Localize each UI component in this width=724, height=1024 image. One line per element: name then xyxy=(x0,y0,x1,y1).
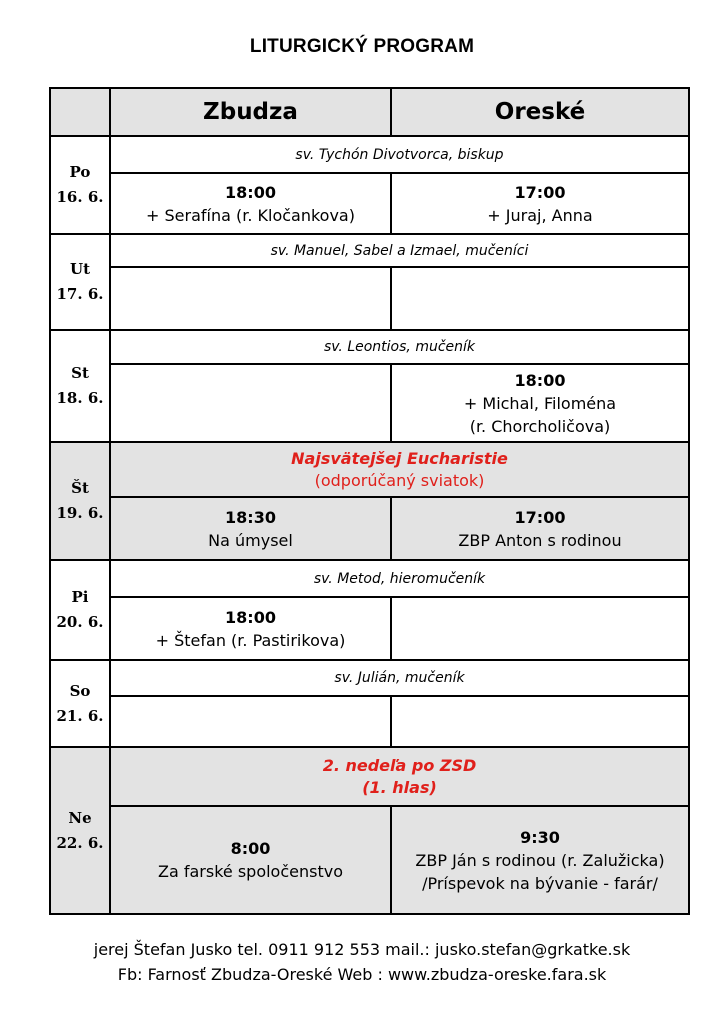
mass-time: 18:00 xyxy=(225,182,276,202)
day-name: Ne xyxy=(68,808,92,827)
saint-cell: sv. Manuel, Sabel a Izmael, mučeníci xyxy=(109,233,690,268)
day-cell xyxy=(49,233,111,331)
day-date: 18. 6. xyxy=(56,389,104,407)
mass-cell-zbudza xyxy=(109,596,392,661)
mass-intention: ZBP Ján s rodinou (r. Zalužicka) xyxy=(415,850,665,870)
day-cell xyxy=(49,559,111,661)
mass-time: 17:00 xyxy=(514,507,566,527)
mass-intention: + Serafína (r. Kločankova) xyxy=(146,205,355,225)
day-date: 16. 6. xyxy=(56,188,104,206)
mass-intention: Za farské spoločenstvo xyxy=(158,862,343,881)
mass-cell-zbudza xyxy=(109,266,392,331)
footer-contact: jerej Štefan Jusko tel. 0911 912 553 mail.: jusko.stefan@grkatke.sk xyxy=(93,940,631,959)
day-cell xyxy=(49,746,111,915)
feast-title: 2. nedeľa po ZSD xyxy=(322,755,477,775)
day-name: Ut xyxy=(69,260,90,278)
mass-intention: + Štefan (r. Pastirikova) xyxy=(155,630,346,650)
mass-intention: + Juraj, Anna xyxy=(487,205,593,225)
day-date: 17. 6. xyxy=(56,285,104,303)
day-date: 19. 6. xyxy=(56,504,104,522)
mass-cell-zbudza xyxy=(109,172,392,235)
day-cell xyxy=(49,135,111,235)
mass-cell-oreske xyxy=(390,363,690,443)
mass-cell-oreske xyxy=(390,805,690,915)
mass-cell-zbudza xyxy=(109,695,392,748)
day-cell xyxy=(49,441,111,561)
saint-cell: sv. Metod, hieromučeník xyxy=(109,559,690,598)
day-date: 22. 6. xyxy=(56,833,104,852)
mass-intention: /Príspevok na bývanie - farár/ xyxy=(422,873,658,893)
feast-note: (1. hlas) xyxy=(362,777,437,797)
feast-cell xyxy=(109,746,690,807)
saint-cell: sv. Leontios, mučeník xyxy=(109,329,690,365)
mass-cell-zbudza xyxy=(109,363,392,443)
column-header-zbudza: Zbudza xyxy=(109,87,392,137)
feast-note: (odporúčaný sviatok) xyxy=(314,470,485,490)
day-name: So xyxy=(69,681,91,700)
mass-cell-oreske xyxy=(390,172,690,235)
mass-cell-oreske xyxy=(390,496,690,561)
footer-web: Fb: Farnosť Zbudza-Oreské Web : www.zbudza-oreske.fara.sk xyxy=(117,965,607,984)
mass-time: 9:30 xyxy=(520,827,560,847)
mass-intention: ZBP Anton s rodinou xyxy=(458,530,622,550)
feast-title: Najsvätejšej Eucharistie xyxy=(291,448,508,468)
day-name: Št xyxy=(71,479,89,497)
day-cell xyxy=(49,659,111,748)
feast-cell xyxy=(109,441,690,498)
day-date: 20. 6. xyxy=(56,613,104,631)
saint-cell: sv. Julián, mučeník xyxy=(109,659,690,697)
day-cell xyxy=(49,329,111,443)
day-name: Pi xyxy=(71,588,89,606)
mass-cell-zbudza xyxy=(109,805,392,915)
mass-cell-oreske xyxy=(390,695,690,748)
day-name: St xyxy=(71,364,89,382)
mass-intention: (r. Chorcholičova) xyxy=(469,416,611,436)
day-date: 21. 6. xyxy=(56,706,104,725)
day-name: Po xyxy=(69,163,91,181)
mass-time: 18:00 xyxy=(225,607,276,627)
mass-time: 18:30 xyxy=(225,507,276,527)
saint-cell: sv. Tychón Divotvorca, biskup xyxy=(109,135,690,174)
mass-intention: + Michal, Filoména xyxy=(463,393,617,413)
header-corner xyxy=(49,87,111,137)
column-header-oreske: Oreské xyxy=(390,87,690,137)
mass-time: 17:00 xyxy=(514,182,566,202)
mass-time: 8:00 xyxy=(230,839,271,858)
mass-cell-oreske xyxy=(390,266,690,331)
mass-cell-oreske xyxy=(390,596,690,661)
mass-time: 18:00 xyxy=(514,370,566,390)
page-title: LITURGICKÝ PROGRAM xyxy=(249,36,475,57)
mass-intention: Na úmysel xyxy=(208,530,293,550)
mass-cell-zbudza xyxy=(109,496,392,561)
